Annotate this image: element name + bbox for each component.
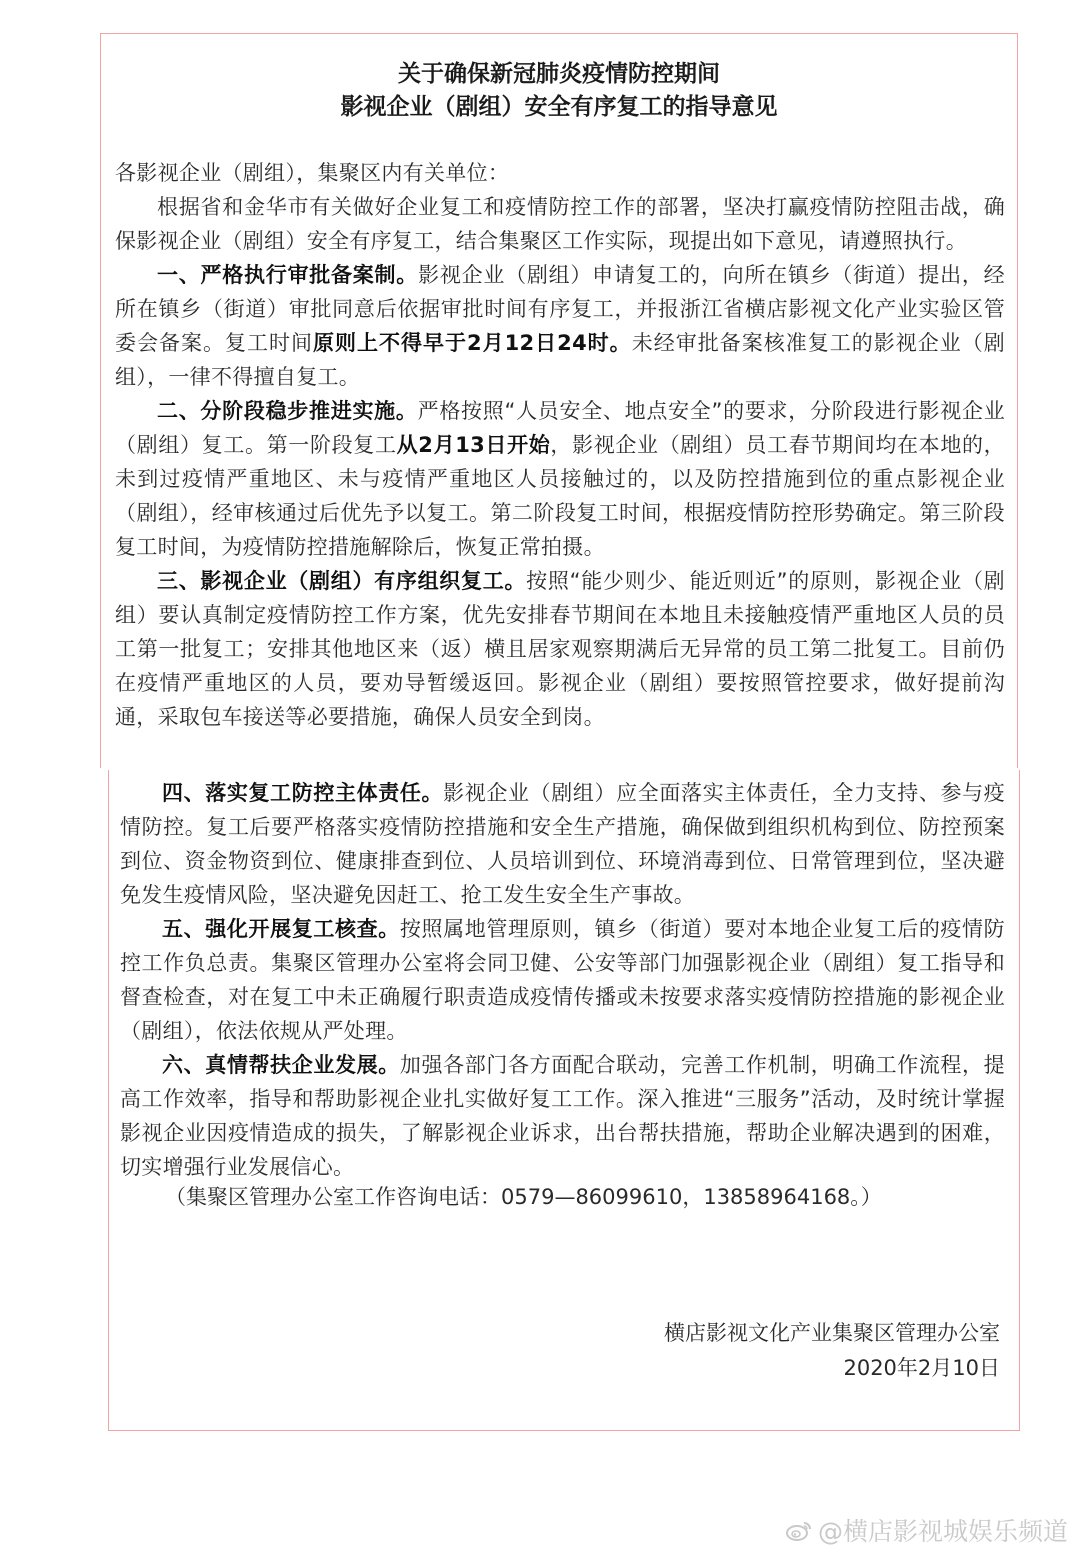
- section-2-text-a: 严格按照“人员安全、地点安全”的要求，分阶段进行影视企业（剧组）复工。第一阶段复工: [115, 399, 1006, 457]
- contact-phone-note: （集聚区管理办公室工作咨询电话：0579—86099610，13858964168。）: [165, 1185, 882, 1209]
- signature-organization: 横店影视文化产业集聚区管理办公室: [664, 1321, 1000, 1345]
- document-border-left-lower: [108, 770, 109, 1430]
- section-2-start-date: 从2月13日开始: [396, 433, 551, 457]
- salutation: 各影视企业（剧组），集聚区内有关单位：: [115, 161, 510, 185]
- section-5-paragraph: [120, 912, 1005, 1048]
- section-1-heading: 一、严格执行审批备案制。: [157, 263, 419, 287]
- section-1-deadline: 原则上不得早于2月12日24时。: [313, 331, 632, 355]
- weibo-watermark: [786, 1512, 1068, 1548]
- section-1-paragraph: [115, 258, 1005, 394]
- watermark-text: @横店影视城娱乐频道: [817, 1517, 1068, 1546]
- signature-date: 2020年2月10日: [843, 1356, 1000, 1380]
- section-3-heading: 三、影视企业（剧组）有序组织复工。: [157, 569, 527, 593]
- section-1-text-a: 影视企业（剧组）申请复工的，向所在镇乡（街道）提出，经所在镇乡（街道）审批同意后依据审批时间有序复工，并报浙江省横店影视文化产业实验区管委会备案。复工时间: [115, 263, 1005, 355]
- section-5-text: 按照属地管理原则，镇乡（街道）要对本地企业复工后的疫情防控工作负总责。集聚区管理办公室将会同卫健、公安等部门加强影视企业（剧组）复工指导和督查检查，对在复工中未正确履行职责造成疫情传播或未按要求落实疫情防控措施的影视企业（剧组），依法依规从严处理。: [120, 917, 1005, 1043]
- document-title-line1: 关于确保新冠肺炎疫情防控期间: [398, 61, 720, 87]
- section-6-heading: 六、真情帮扶企业发展。: [162, 1053, 400, 1077]
- intro-paragraph: 根据省和金华市有关做好企业复工和疫情防控工作的部署，坚决打赢疫情防控阻击战，确保影视企业（剧组）安全有序复工，结合集聚区工作实际，现提出如下意见，请遵照执行。: [115, 195, 1005, 253]
- section-4-paragraph: [120, 776, 1005, 912]
- document-title-line2: 影视企业（剧组）安全有序复工的指导意见: [340, 94, 778, 120]
- document-border-left: [100, 33, 101, 768]
- section-3-text: 按照“能少则少、能近则近”的原则，影视企业（剧组）要认真制定疫情防控工作方案，优先安排春节期间在本地且未接触疫情严重地区人员的员工第一批复工；安排其他地区来（返）横且居家观察期满后无异常的员工第二批复工。目前仍在疫情严重地区的人员，要劝导暂缓返回。影视企业（剧组）要按照管控要求，做好提前沟通，采取包车接送等必要措施，确保人员安全到岗。: [115, 569, 1005, 729]
- section-2-paragraph: [115, 394, 1005, 564]
- document-body-lower: [120, 776, 1005, 1184]
- document-body-upper: [115, 156, 1005, 734]
- section-1-text-b: 未经审批备案核准复工的影视企业（剧组），一律不得擅自复工。: [115, 331, 1005, 389]
- section-5-heading: 五、强化开展复工核查。: [162, 917, 400, 941]
- section-4-heading: 四、落实复工防控主体责任。: [162, 781, 444, 805]
- weibo-icon: [786, 1519, 812, 1541]
- document-border-right-lower: [1019, 770, 1020, 1430]
- section-2-heading: 二、分阶段稳步推进实施。: [157, 399, 418, 423]
- section-4-text: 影视企业（剧组）应全面落实主体责任，全力支持、参与疫情防控。复工后要严格落实疫情防控措施和安全生产措施，确保做到组织机构到位、防控预案到位、资金物资到位、健康排查到位、人员培训到位、环境消毒到位、日常管理到位，坚决避免发生疫情风险，坚决避免因赶工、抢工发生安全生产事故。: [120, 781, 1005, 907]
- document-border-top: [100, 33, 1018, 34]
- document-border-bottom: [108, 1430, 1020, 1431]
- section-3-paragraph: [115, 564, 1005, 734]
- section-2-text-b: ，影视企业（剧组）员工春节期间均在本地的，未到过疫情严重地区、未与疫情严重地区人员接触过的，以及防控措施到位的重点影视企业（剧组），经审核通过后优先予以复工。第二阶段复工时间，根据疫情防控形势确定。第三阶段复工时间，为疫情防控措施解除后，恢复正常拍摄。: [115, 433, 1005, 559]
- document-border-right: [1017, 33, 1018, 768]
- section-6-text: 加强各部门各方面配合联动，完善工作机制，明确工作流程，提高工作效率，指导和帮助影视企业扎实做好复工工作。深入推进“三服务”活动，及时统计掌握影视企业因疫情造成的损失，了解影视企业诉求，出台帮扶措施，帮助企业解决遇到的困难，切实增强行业发展信心。: [120, 1053, 1005, 1179]
- section-6-paragraph: [120, 1048, 1005, 1184]
